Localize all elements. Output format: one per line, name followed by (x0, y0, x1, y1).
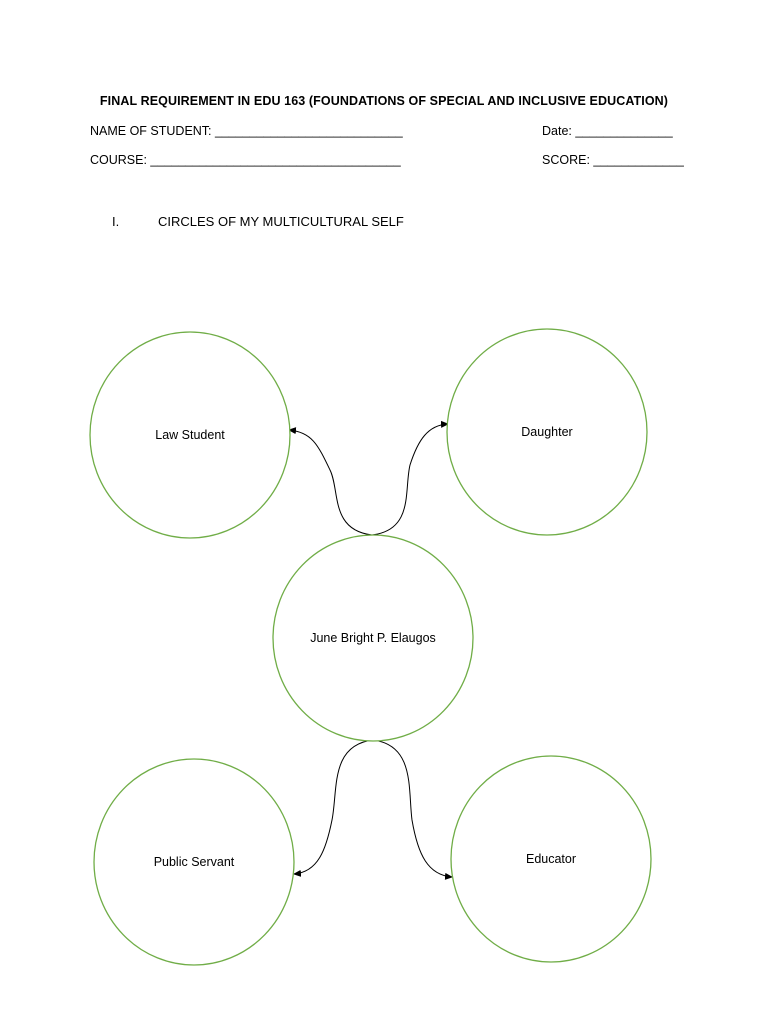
document-title: FINAL REQUIREMENT IN EDU 163 (FOUNDATIONS OF SPECIAL AND INCLUSIVE EDUCATION) (99, 94, 669, 108)
score-field: SCORE: _____________ (542, 153, 684, 167)
course-field: COURSE: ____________________________________ (90, 153, 401, 167)
label-law-student: Law Student (155, 428, 225, 442)
connector-to-daughter (372, 424, 448, 535)
connector-to-law-student (289, 430, 372, 535)
circle-daughter (447, 329, 647, 535)
label-public-servant: Public Servant (153, 855, 235, 869)
connector-to-educator (373, 740, 452, 877)
circle-law-student (90, 332, 290, 538)
label-educator: Educator (525, 852, 577, 866)
circle-public-servant (94, 759, 294, 965)
connector-to-public-servant (294, 740, 373, 874)
section-number: I. (112, 214, 120, 229)
date-field: Date: ______________ (542, 124, 673, 138)
section-title: CIRCLES OF MY MULTICULTURAL SELF (158, 214, 404, 229)
student-name-field: NAME OF STUDENT: ___________________________ (90, 124, 403, 138)
circle-educator (451, 756, 651, 962)
label-center-name: June Bright P. Elaugos (310, 631, 436, 645)
circle-center-self (273, 535, 473, 741)
label-daughter: Daughter (521, 425, 573, 439)
